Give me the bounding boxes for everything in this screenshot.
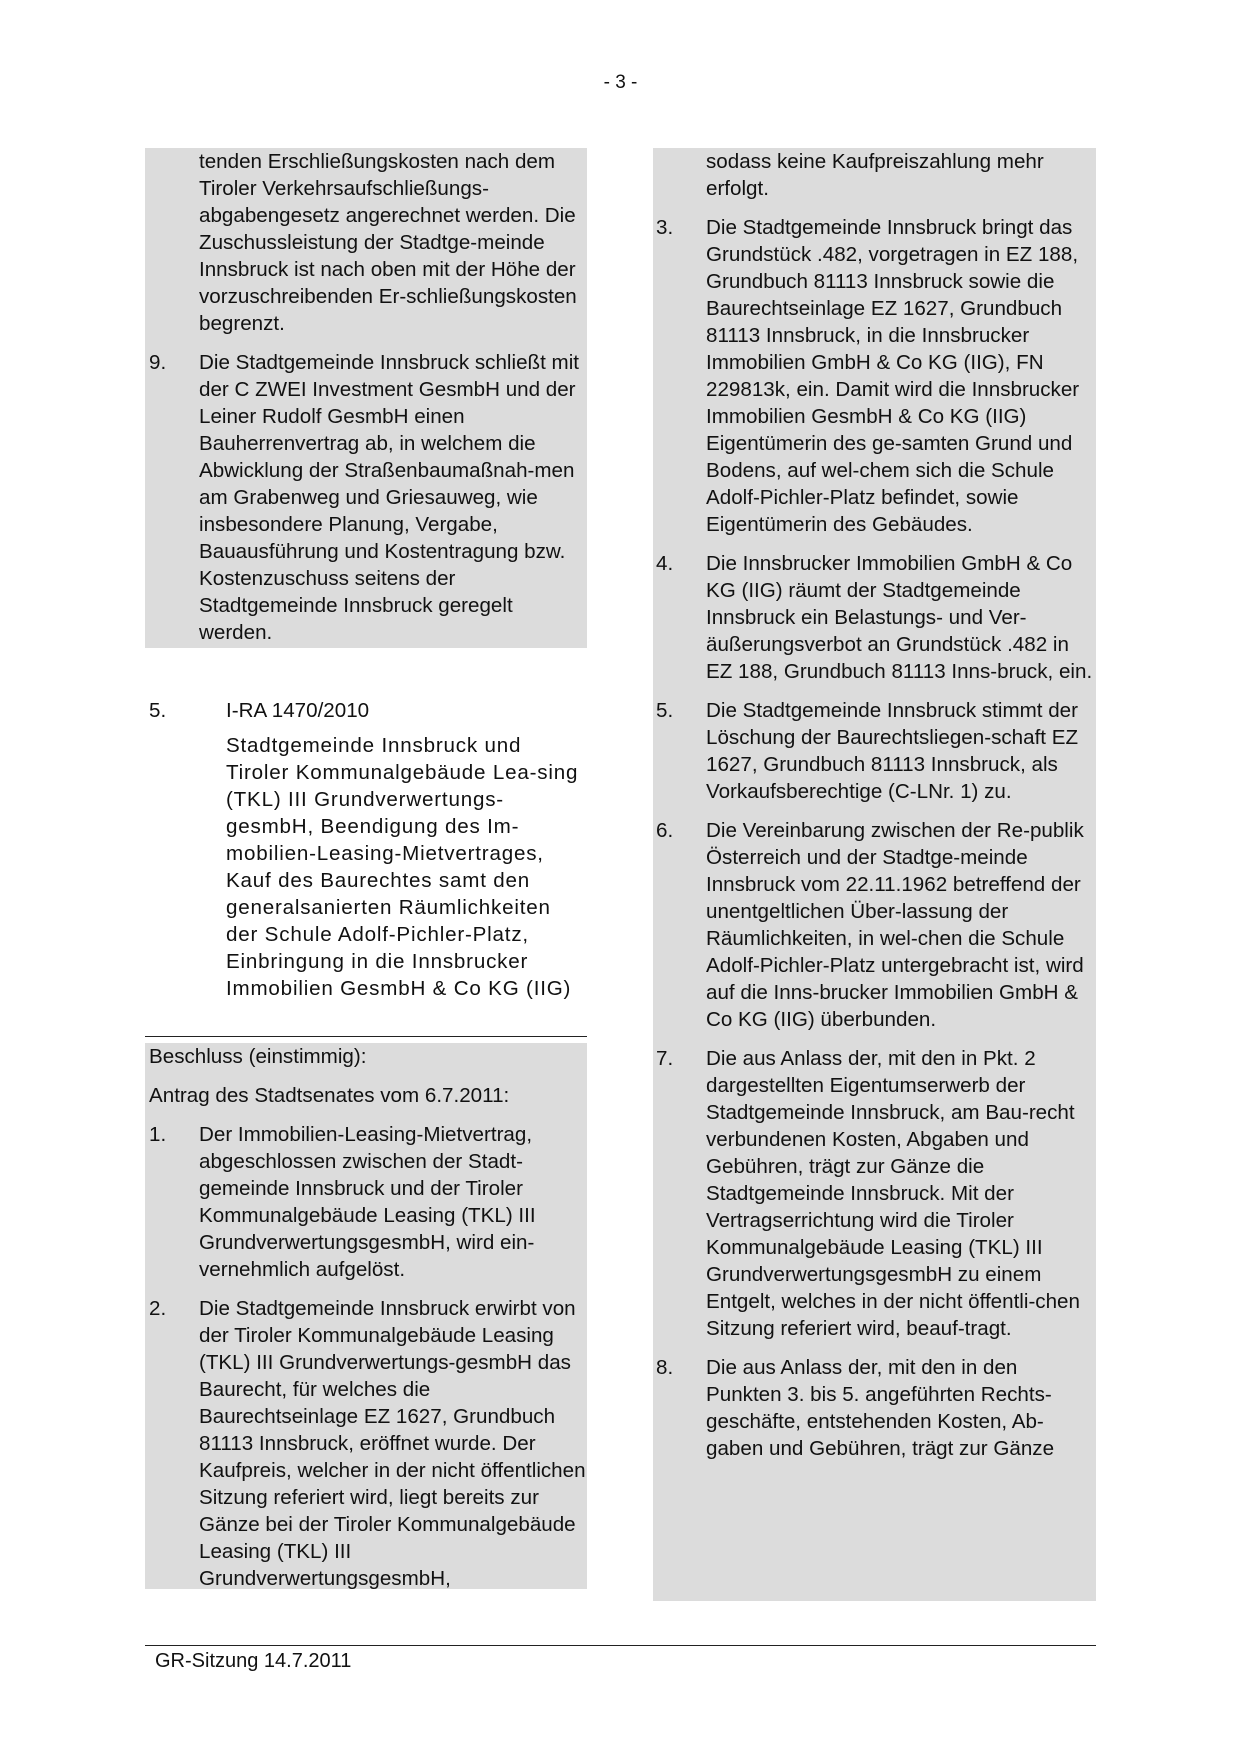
list-text: Die Stadtgemeinde Innsbruck bringt das Grundstück .482, vorgetragen in EZ 188, Grundbuch 81113 Innsbruck sowie die Baurechtseinlage EZ 1627, Grundbuch 81113 Innsbruck, in die Innsbrucker Immobilien GmbH & Co KG (IIG), FN 229813k, ein. Damit wird die Innsbrucker Immobilien GesmbH & Co KG (IIG) Eigentümerin des ge-samten Grund und Bodens, auf wel-chem sich die Schule Adolf-Pichler-Platz befindet, sowie Eigentümerin des Gebäudes. <box>706 216 1080 536</box>
list-text: Die aus Anlass der, mit den in Pkt. 2 dargestellten Eigentumserwerb der Stadtgemeinde Innsbruck, am Bau-recht verbundenen Kosten, Abgaben und Gebühren, trägt zur Gänze die Stadtgemeinde Innsbruck. Mit der Vertragserrichtung wird die Tiroler Kommunalgebäude Leasing (TKL) III GrundverwertungsgesmbH zu einem Entgelt, welches in der nicht öffentli-chen Sitzung referiert wird, beauf-tragt. <box>706 1047 1080 1340</box>
continuation-text: sodass keine Kaufpreiszahlung mehr erfolgt. <box>706 150 1044 200</box>
list-number: 3. <box>656 216 674 239</box>
list-number: 6. <box>656 819 674 842</box>
list-text: Die Stadtgemeinde Innsbruck stimmt der Löschung der Baurechtsliegen-schaft EZ 1627, Grundbuch 81113 Innsbruck, als Vorkaufsberechtige (C-LNr. 1) zu. <box>706 699 1079 803</box>
right-column-block <box>653 148 1096 1601</box>
list-number: 5. <box>656 699 674 722</box>
list-item-7 <box>653 1045 1096 1342</box>
list-item-9 <box>145 349 587 646</box>
continuation-text: tenden Erschließungskosten nach dem Tiroler Verkehrsaufschließungs-abgabengesetz angerechnet werden. Die Zuschussleistung der Stadtge-meinde Innsbruck ist nach oben mit der Höhe der vorzuschreibenden Er-schließungskosten begrenzt. <box>199 150 577 335</box>
section-divider <box>145 1036 587 1037</box>
list-number: 7. <box>656 1047 674 1070</box>
agenda-reference: I-RA 1470/2010 <box>226 699 370 722</box>
list-number: 9. <box>149 351 167 374</box>
list-item-1 <box>145 1121 587 1283</box>
resolution-block <box>145 1043 587 1589</box>
continuation-paragraph <box>145 148 587 337</box>
list-text: Der Immobilien-Leasing-Mietvertrag, abgeschlossen zwischen der Stadt-gemeinde Innsbruck und der Tiroler Kommunalgebäude Leasing (TKL) III GrundverwertungsgesmbH, wird ein-vernehmlich aufgelöst. <box>199 1123 536 1281</box>
resolution-motion: Antrag des Stadtsenates vom 6.7.2011: <box>149 1084 510 1107</box>
list-item-8 <box>653 1354 1096 1462</box>
list-number: 8. <box>656 1356 674 1379</box>
agenda-number: 5. <box>149 699 167 722</box>
list-text: Die Vereinbarung zwischen der Re-publik Österreich und der Stadtge-meinde Innsbruck vom 22.11.1962 betreffend der unentgeltlichen Über-lassung der Räumlichkeiten, in wel-chen die Schule Adolf-Pichler-Platz untergebracht ist, wird auf die Inns-brucker Immobilien GmbH & Co KG (IIG) überbunden. <box>706 819 1084 1031</box>
footer-divider <box>145 1645 1096 1646</box>
list-number: 4. <box>656 552 674 575</box>
list-item-6 <box>653 817 1096 1033</box>
list-number: 1. <box>149 1123 167 1146</box>
list-number: 2. <box>149 1297 167 1320</box>
list-text: Die Stadtgemeinde Innsbruck erwirbt von der Tiroler Kommunalgebäude Leasing (TKL) III Grundverwertungs-gesmbH das Baurecht, für welches die Baurechtseinlage EZ 1627, Grundbuch 81113 Innsbruck, eröffnet wurde. Der Kaufpreis, welcher in der nicht öffentlichen Sitzung referiert wird, liegt bereits zur Gänze bei der Tiroler Kommunalgebäude Leasing (TKL) III GrundverwertungsgesmbH, <box>199 1297 586 1590</box>
resolution-decision: Beschluss (einstimmig): <box>149 1045 367 1068</box>
list-item-4 <box>653 550 1096 685</box>
list-text: Die Innsbrucker Immobilien GmbH & Co KG (IIG) räumt der Stadtgemeinde Innsbruck ein Belastungs- und Ver-äußerungsverbot an Grundstück .482 in EZ 188, Grundbuch 81113 Inns-bruck, ein. <box>706 552 1093 683</box>
agenda-item <box>145 697 587 1002</box>
list-item-3 <box>653 214 1096 538</box>
list-item-2 <box>145 1295 587 1592</box>
continuation-paragraph <box>653 148 1096 202</box>
list-text: Die aus Anlass der, mit den in den Punkten 3. bis 5. angeführten Rechts-geschäfte, entstehenden Kosten, Ab-gaben und Gebühren, trägt zur Gänze <box>706 1356 1055 1460</box>
page-number: - 3 - <box>603 72 638 93</box>
list-text: Die Stadtgemeinde Innsbruck schließt mit der C ZWEI Investment GesmbH und der Leiner Rudolf GesmbH einen Bauherrenvertrag ab, in welchem die Abwicklung der Straßenbaumaßnah-men am Grabenweg und Griesauweg, wie insbesondere Planung, Vergabe, Bauausführung und Kostentragung bzw. Kostenzuschuss seitens der Stadtgemeinde Innsbruck geregelt werden. <box>199 351 580 644</box>
agenda-subject: Stadtgemeinde Innsbruck und Tiroler Kommunalgebäude Lea-sing (TKL) III Grundverwertungs-gesmbH, Beendigung des Im-mobilien-Leasing-Mietvertrages, Kauf des Baurechtes samt den generalsanierten Räumlichkeiten der Schule Adolf-Pichler-Platz, Einbringung in die Innsbrucker Immobilien GesmbH & Co KG (IIG) <box>226 734 579 1000</box>
list-item-5 <box>653 697 1096 805</box>
left-top-block <box>145 148 587 648</box>
footer-text: GR-Sitzung 14.7.2011 <box>155 1650 352 1672</box>
